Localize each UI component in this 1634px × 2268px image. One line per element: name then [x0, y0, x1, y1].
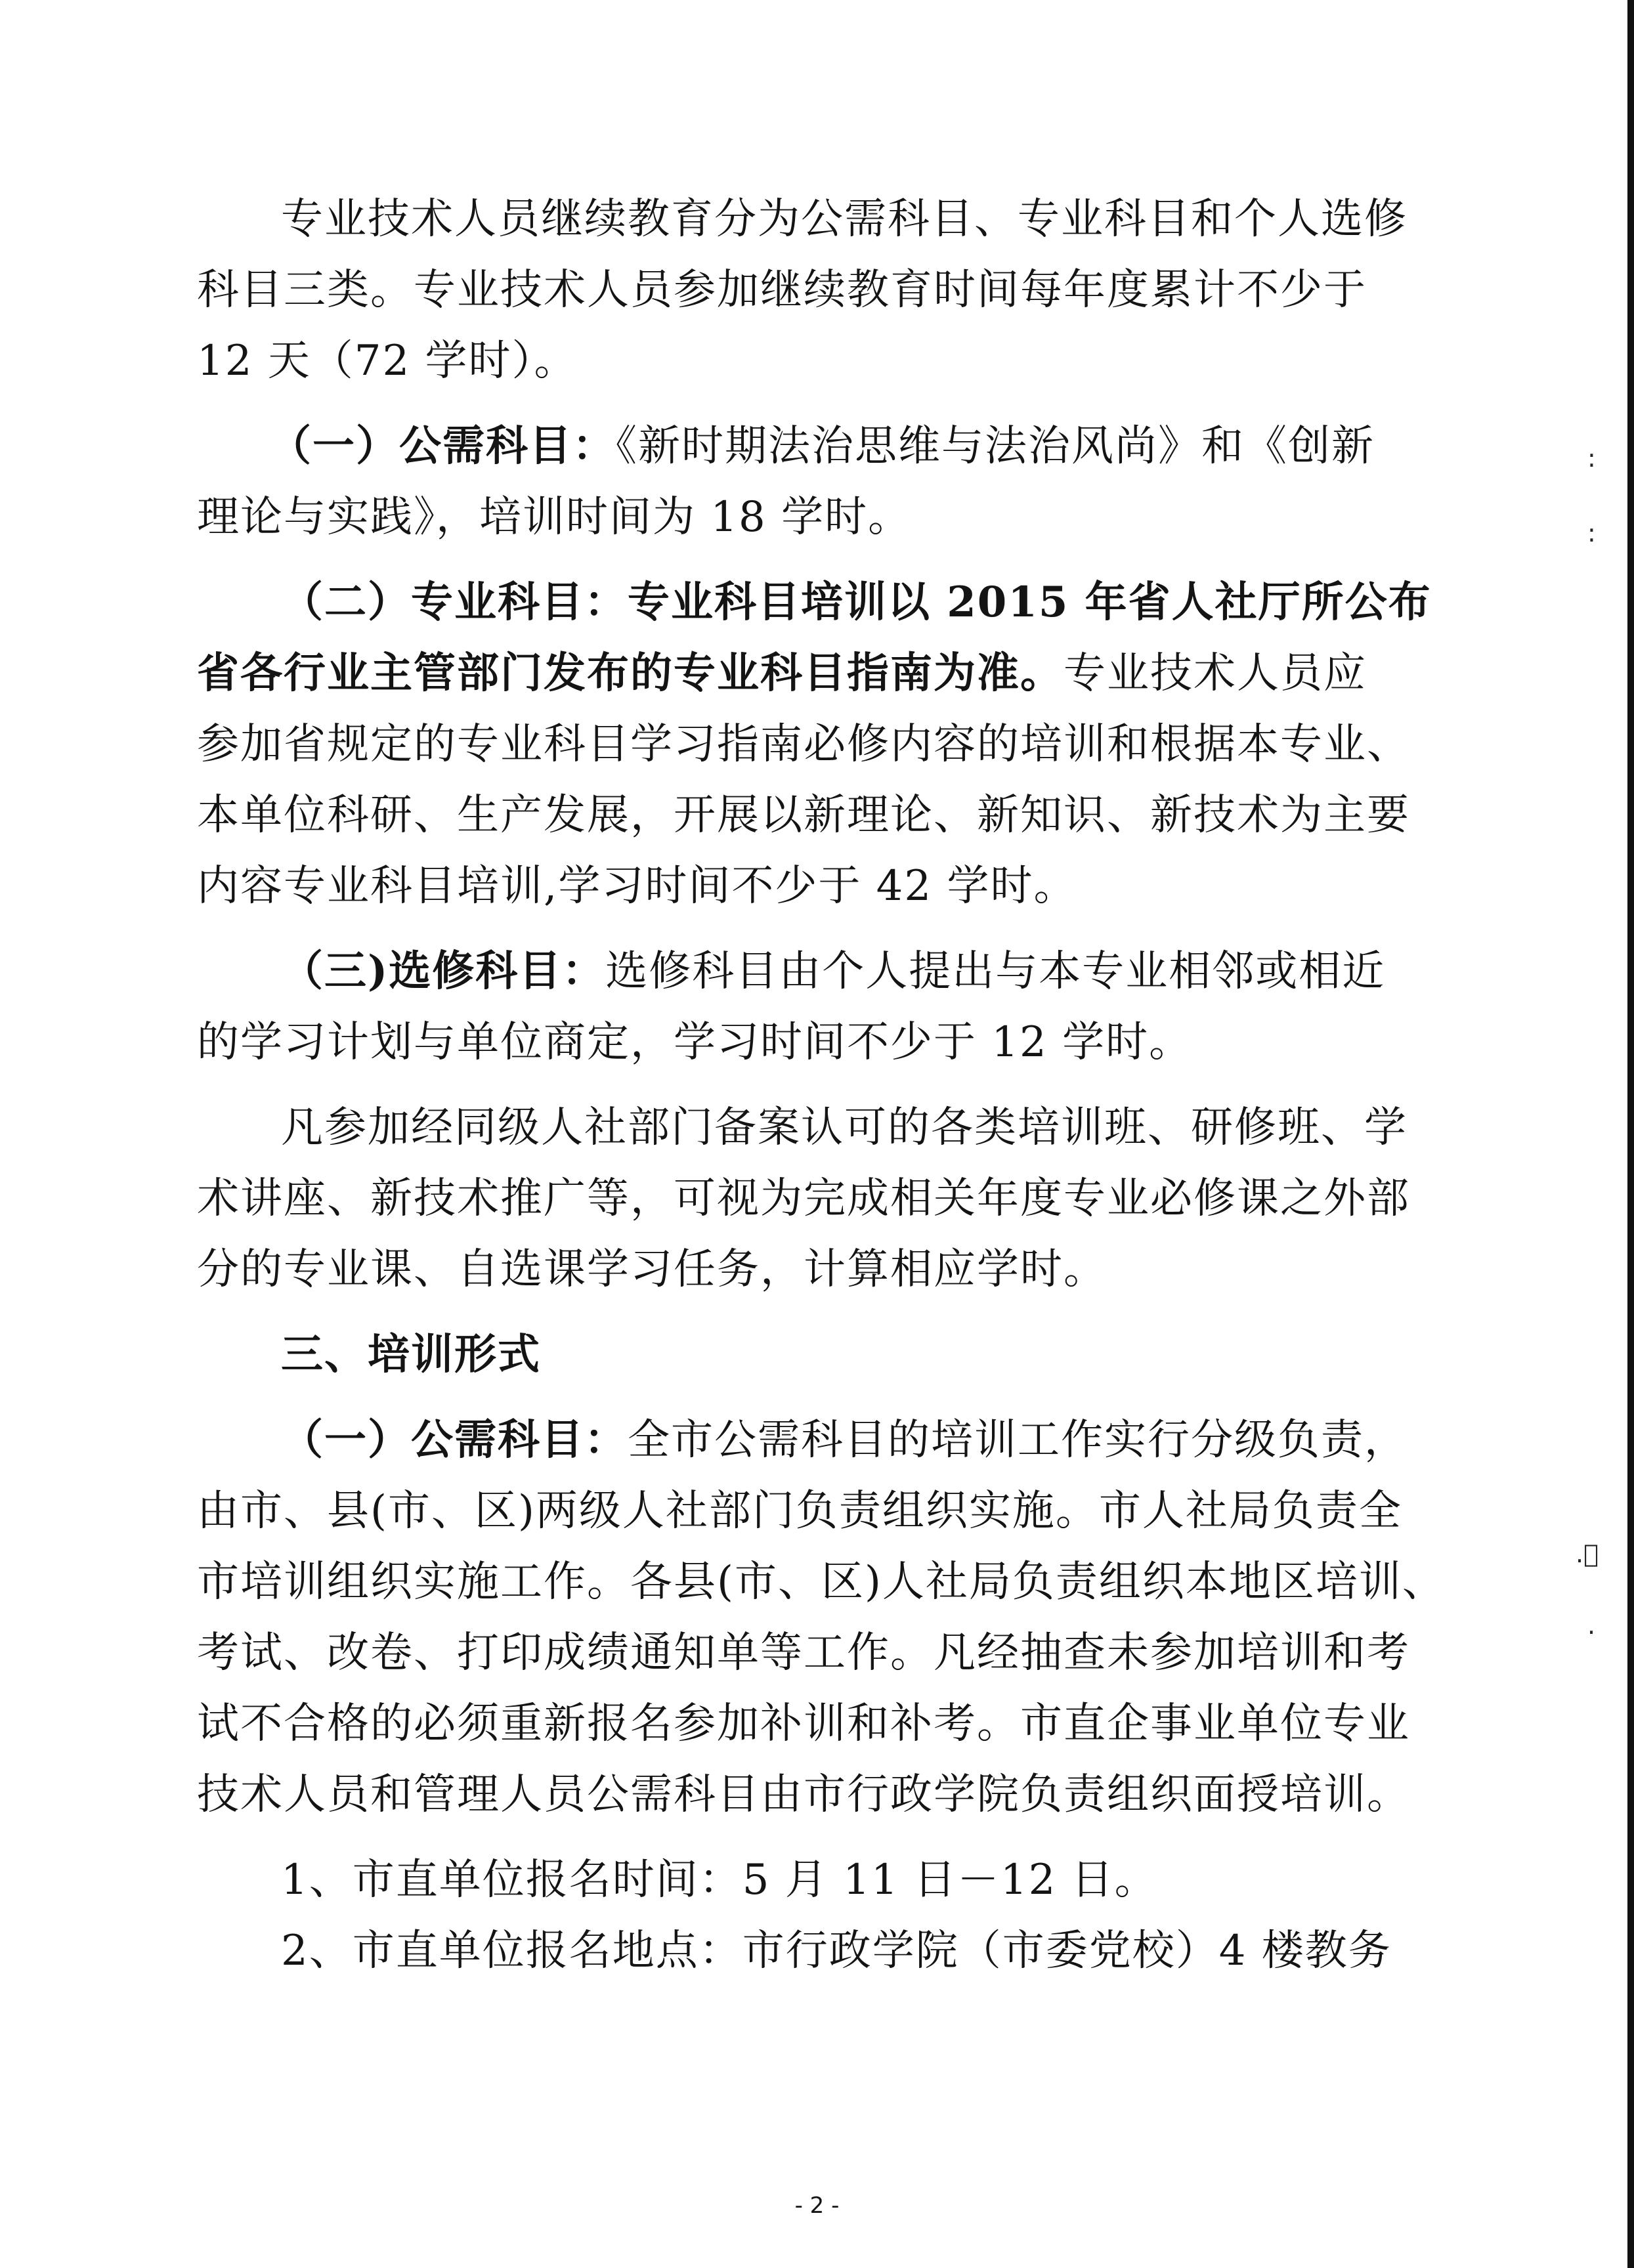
paragraph-line: 技术人员和管理人员公需科目由市行政学院负责组织面授培训。 [197, 1770, 1410, 1819]
margin-mark: .ﾞ [1576, 1539, 1599, 1568]
paragraph-line: 理论与实践》，培训时间为 18 学时。 [197, 493, 912, 542]
section-heading: 三、培训形式 [281, 1330, 541, 1379]
paragraph-text: 选修科目由个人提出与本专业相邻或相近 [605, 947, 1386, 996]
paragraph-line: 试不合格的必须重新报名参加补训和补考。市直企事业单位专业 [197, 1700, 1410, 1748]
section-label: （一）公需科目： [281, 1415, 628, 1465]
paragraph-line: 凡参加经同级人社部门备案认可的各类培训班、研修班、学 [281, 1103, 1408, 1152]
margin-mark: · [1587, 1618, 1596, 1647]
paragraph-line: 的学习计划与单位商定，学习时间不少于 12 学时。 [197, 1018, 1193, 1067]
paragraph-line: 科目三类。专业技术人员参加继续教育时间每年度累计不少于 [197, 266, 1367, 314]
margin-mark: : [1587, 444, 1596, 473]
paragraph-line: 考试、改卷、打印成绩通知单等工作。凡经抽查未参加培训和考 [197, 1629, 1410, 1677]
paragraph-text: 全市公需科目的培训工作实行分级负责， [628, 1416, 1408, 1465]
scan-edge-shadow [1627, 0, 1634, 2268]
paragraph-line: 分的专业课、自选课学习任务，计算相应学时。 [197, 1245, 1107, 1294]
page-number: - 2 - [794, 2193, 840, 2219]
paragraph-line [197, 1405, 1411, 1476]
paragraph-line: 术讲座、新技术推广等，可视为完成相关年度专业必修课之外部 [197, 1174, 1410, 1223]
paragraph-line: 内容专业科目培训,学习时间不少于 42 学时。 [197, 862, 1077, 910]
paragraph-line-bold: （二）专业科目：专业科目培训以 2015 年省人社厅所公布 [281, 578, 1432, 627]
bold-text: 省各行业主管部门发布的专业科目指南为准。 [197, 649, 1064, 698]
list-item: 1、市直单位报名时间：5 月 11 日－12 日。 [281, 1856, 1158, 1904]
paragraph-line: 专业技术人员继续教育分为公需科目、专业科目和个人选修 [281, 195, 1408, 244]
list-item: 2、市直单位报名地点：市行政学院（市委党校）4 楼教务 [281, 1927, 1392, 1975]
paragraph-text: 专业技术人员应 [1064, 649, 1367, 698]
margin-mark: : [1587, 519, 1596, 547]
paragraph-line: 参加省规定的专业科目学习指南必修内容的培训和根据本专业、 [197, 720, 1410, 769]
section-label: （一）公需科目： [269, 421, 616, 471]
document-body [197, 184, 1446, 1986]
paragraph-line: 由市、县(市、区)两级人社部门负责组织实施。市人社局负责全 [197, 1487, 1402, 1535]
paragraph-line: 市培训组织实施工作。各县(市、区)人社局负责组织本地区培训、 [197, 1558, 1446, 1606]
paragraph-line [197, 411, 1411, 482]
paragraph-line [197, 638, 1411, 709]
paragraph-text: 《新时期法治思维与法治风尚》和《创新 [616, 422, 1375, 471]
paragraph-line [197, 936, 1411, 1007]
section-label: （三)选修科目： [281, 947, 606, 996]
paragraph-line: 12 天（72 学时）。 [197, 337, 578, 385]
paragraph-line: 本单位科研、生产发展，开展以新理论、新知识、新技术为主要 [197, 791, 1410, 840]
